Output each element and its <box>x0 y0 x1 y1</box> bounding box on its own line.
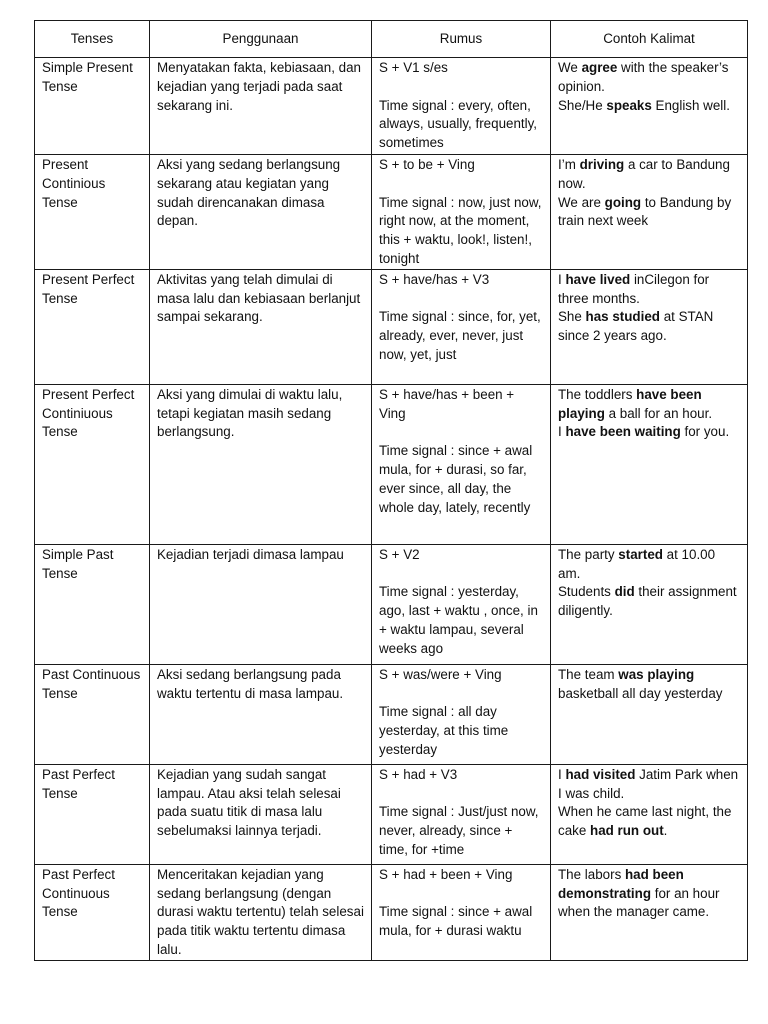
formula-cell <box>372 269 551 384</box>
blank-line <box>379 290 543 309</box>
header-contoh-kalimat: Contoh Kalimat <box>551 21 748 58</box>
example-sentence <box>558 156 740 194</box>
example-verb-bold: was playing <box>618 666 695 682</box>
blank-line <box>379 175 543 194</box>
example-text: We are <box>558 194 605 210</box>
example-text: . <box>663 823 668 839</box>
table-row <box>35 764 748 864</box>
example-sentence <box>558 386 740 424</box>
header-tenses: Tenses <box>35 21 150 58</box>
formula-cell <box>372 58 551 155</box>
example-text: at 10.00 am. <box>558 546 716 581</box>
formula-text: S + had + V3 <box>379 766 458 782</box>
usage-cell: Kejadian terjadi dimasa lampau <box>150 544 372 664</box>
example-text: She <box>558 309 586 325</box>
formula-text: S + V2 <box>379 546 420 562</box>
example-verb-bold: agree <box>581 60 618 75</box>
example-sentence <box>558 766 740 804</box>
time-signal-text: Time signal : now, just now, right now, at the moment, this + waktu, look!, listen!, tonight <box>379 194 542 266</box>
example-text: basketball all day yesterday <box>558 685 723 701</box>
example-text: a car to Bandung now. <box>558 157 730 191</box>
example-verb-bold: did <box>614 584 635 600</box>
usage-cell: Menyatakan fakta, kebiasaan, dan kejadian yang terjadi pada saat sekarang ini. <box>150 58 372 155</box>
example-text: English well. <box>651 97 730 113</box>
example-text: I <box>558 271 566 287</box>
example-verb-bold: going <box>604 194 642 210</box>
blank-line <box>379 423 543 442</box>
example-text: to Bandung by train next week <box>558 194 732 229</box>
formula-cell <box>372 384 551 544</box>
table-row <box>35 384 748 544</box>
example-sentence <box>558 308 740 346</box>
tense-name-cell: Present Perfect Continiuous Tense <box>35 384 150 544</box>
example-cell <box>551 864 748 960</box>
blank-line <box>379 885 543 904</box>
example-sentence <box>558 194 740 232</box>
example-verb-bold: have lived <box>565 271 631 287</box>
blank-line <box>379 785 543 804</box>
blank-line <box>379 565 543 584</box>
table-row <box>35 58 748 155</box>
example-text: I <box>558 424 566 440</box>
example-verb-bold: had been demonstrating <box>558 866 684 901</box>
example-text: for you. <box>680 424 730 440</box>
example-text: inCilegon for three months. <box>558 271 710 306</box>
table-row <box>35 864 748 960</box>
example-verb-bold: had run out <box>590 823 664 839</box>
example-text: The team <box>558 666 619 682</box>
example-text: their assignment diligently. <box>558 584 737 619</box>
example-cell <box>551 269 748 384</box>
formula-text: S + to be + Ving <box>379 157 475 172</box>
usage-cell: Kejadian yang sudah sangat lampau. Atau aksi telah selesai pada suatu titik di masa lalu sebelumaksi lainnya terjadi. <box>150 764 372 864</box>
example-sentence <box>558 59 740 97</box>
formula-cell <box>372 664 551 764</box>
time-signal-text: Time signal : yesterday, ago, last + waktu , once, in + waktu lampau, several weeks ago <box>379 584 538 656</box>
example-sentence <box>558 583 740 621</box>
formula-text: S + V1 s/es <box>379 60 448 75</box>
example-cell <box>551 155 748 270</box>
example-text: a ball for an hour. <box>604 405 713 421</box>
example-verb-bold: have been playing <box>558 386 702 421</box>
example-verb-bold: started <box>618 546 663 562</box>
example-text: with the speaker’s opinion. <box>558 60 729 94</box>
example-text: When he came last night, the cake <box>558 804 732 839</box>
example-text: The toddlers <box>558 386 637 402</box>
example-cell <box>551 664 748 764</box>
example-text: for an hour when the manager came. <box>558 885 720 920</box>
tenses-table <box>34 20 748 961</box>
formula-text: S + have/has + V3 <box>379 271 490 287</box>
time-signal-text: Time signal : since, for, yet, already, ever, never, just now, yet, just <box>379 309 541 362</box>
example-sentence <box>558 866 740 922</box>
formula-text: S + was/were + Ving <box>379 666 502 682</box>
table-header-row <box>35 21 748 58</box>
tense-name-cell: Present Perfect Tense <box>35 269 150 384</box>
example-text: Jatim Park when I was child. <box>558 766 739 801</box>
blank-line <box>379 685 543 704</box>
example-text: Students <box>558 584 615 600</box>
table-row <box>35 544 748 664</box>
example-text: The party <box>558 546 619 562</box>
example-cell <box>551 544 748 664</box>
example-sentence <box>558 666 740 704</box>
example-text: at STAN since 2 years ago. <box>558 309 714 344</box>
example-verb-bold: have been waiting <box>565 424 681 440</box>
formula-text: S + had + been + Ving <box>379 866 513 882</box>
usage-cell: Menceritakan kejadian yang sedang berlangsung (dengan durasi waktu tertentu) telah selesai pada titik waktu tertentu dimasa lalu. <box>150 864 372 960</box>
example-text: I’m <box>558 157 580 172</box>
header-penggunaan: Penggunaan <box>150 21 372 58</box>
example-text: We <box>558 60 582 75</box>
example-verb-bold: had visited <box>565 766 636 782</box>
formula-cell <box>372 544 551 664</box>
tense-name-cell: Simple Present Tense <box>35 58 150 155</box>
example-sentence <box>558 271 740 309</box>
time-signal-text: Time signal : all day yesterday, at this time yesterday <box>379 704 509 757</box>
example-text: I <box>558 766 566 782</box>
usage-cell: Aksi sedang berlangsung pada waktu tertentu di masa lampau. <box>150 664 372 764</box>
formula-cell <box>372 155 551 270</box>
time-signal-text: Time signal : since + awal mula, for + durasi, so far, ever since, all day, the whole day, lately, recently <box>379 443 533 515</box>
table-body <box>35 58 748 961</box>
example-text: The labors <box>558 866 625 882</box>
example-cell <box>551 58 748 155</box>
blank-line <box>379 78 543 97</box>
example-sentence <box>558 97 740 116</box>
tense-name-cell: Present Continious Tense <box>35 155 150 270</box>
usage-cell: Aksi yang dimulai di waktu lalu, tetapi kegiatan masih sedang berlangsung. <box>150 384 372 544</box>
example-cell <box>551 764 748 864</box>
time-signal-text: Time signal : since + awal mula, for + durasi waktu <box>379 904 533 939</box>
example-verb-bold: driving <box>579 157 625 172</box>
header-rumus: Rumus <box>372 21 551 58</box>
example-verb-bold: has studied <box>585 309 660 325</box>
formula-cell <box>372 764 551 864</box>
tense-name-cell: Past Perfect Tense <box>35 764 150 864</box>
table-row <box>35 664 748 764</box>
example-sentence <box>558 546 740 584</box>
formula-cell <box>372 864 551 960</box>
usage-cell: Aksi yang sedang berlangsung sekarang atau kegiatan yang sudah direncanakan dimasa depan. <box>150 155 372 270</box>
tense-name-cell: Past Perfect Continuous Tense <box>35 864 150 960</box>
example-sentence <box>558 803 740 841</box>
example-verb-bold: speaks <box>606 97 652 113</box>
tense-name-cell: Simple Past Tense <box>35 544 150 664</box>
formula-text: S + have/has + been + Ving <box>379 386 515 421</box>
table-row <box>35 269 748 384</box>
usage-cell: Aktivitas yang telah dimulai di masa lalu dan kebiasaan berlanjut sampai sekarang. <box>150 269 372 384</box>
time-signal-text: Time signal : every, often, always, usually, frequently, sometimes <box>379 97 538 151</box>
tense-name-cell: Past Continuous Tense <box>35 664 150 764</box>
example-text: She/He <box>558 97 607 113</box>
table-row <box>35 155 748 270</box>
example-cell <box>551 384 748 544</box>
time-signal-text: Time signal : Just/just now, never, already, since + time, for +time <box>379 804 539 857</box>
example-sentence <box>558 423 740 442</box>
